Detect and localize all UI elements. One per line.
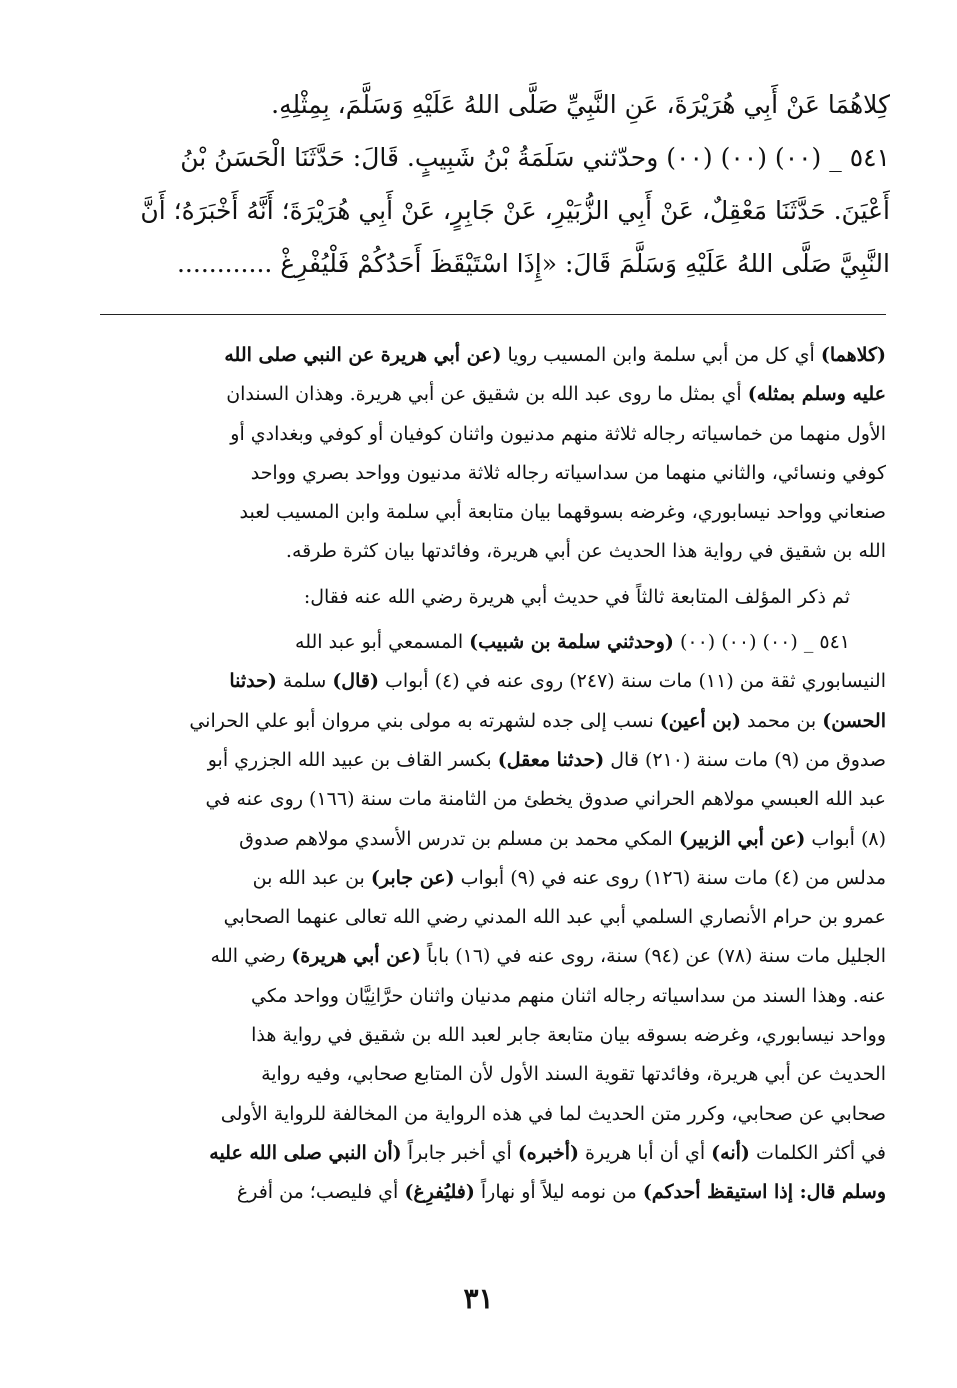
commentary-line [104,336,886,375]
hadith-text-block [100,78,890,290]
hadith-line: ٥٤١ _ (٠٠) (٠٠) (٠٠) وحدّثني سَلَمَةُ بْنُ شَبِيبٍ. قَالَ: حَدَّثَنَا الْحَسَنُ بْنُ [180,143,890,172]
text-span: أي بمثل ما روى عبد الله بن شقيق عن أبي هريرة. وهذان السندان [226,383,748,406]
text-span: رضي الله [210,945,292,968]
commentary-line [104,702,886,741]
bold-phrase: (وحدثني سلمة بن شبيب) [469,631,674,654]
bold-phrase: وسلم قال: إذا استيقظ أحدكم) [642,1181,886,1204]
commentary-line: عمرو بن حرام الأنصاري السلمي أبي عبد الله المدني رضي الله تعالى عنهما الصحابي [223,906,886,929]
text-span: الجليل مات سنة (٧٨) عن (٩٤) سنة، روى عنه في (١٦) باباً [420,945,886,968]
commentary-line [104,820,886,859]
text-span: نسب إلى جده لشهرته به مولى بني مروان أبو علي الحراني [189,709,660,732]
commentary-line [104,859,886,898]
footnote-divider [100,314,886,315]
bold-phrase: (فليُفرِغ) [404,1181,475,1204]
hadith-line: النَّبِيَّ صَلَّى اللهُ عَلَيْهِ وَسَلَّمَ قَالَ: «إِذَا اسْتَيْقَظَ أَحَدُكُمْ فَلْيُفْرِغْ ............ [176,249,890,278]
text-span: أي أخبر جابراً [401,1141,518,1164]
text-span: أي أن أبا هريرة [579,1141,712,1164]
commentary-line: ثم ذكر المؤلف المتابعة ثالثاً في حديث أبي هريرة رضي الله عنه فقال: [303,585,850,608]
text-span: من نومه ليلاً أو نهاراً [474,1181,643,1204]
commentary-line [104,1134,886,1173]
text-span: مدلس من (٤) مات سنة (١٢٦) روى عنه في (٩) أبواب [454,866,886,889]
commentary-line [104,375,886,414]
commentary-line: كوفي ونسائي، والثاني منهما من سداسياته رجاله ثلاثة مدنيون وواحد بصري وواحد [250,461,886,484]
bold-phrase: (كلاهما) [820,344,886,366]
text-span: أي فليصب؛ من أفرغ [236,1181,405,1204]
commentary-line [104,662,886,701]
text-span: (٨) أبواب [805,827,886,850]
bold-phrase: (عن أبي الزبير) [678,827,806,850]
text-span: النيسابوري ثقة من (١١) مات سنة (٢٤٧) روى عنه في (٤) أبواب [378,670,886,693]
text-span: بكسر القاف بن عبيد الله الجزري أبو [207,748,498,771]
commentary-block [104,336,886,1213]
text-span: بن محمد [740,709,823,732]
bold-phrase: (أخبره) [517,1141,579,1164]
bold-phrase: (قال) [332,670,379,693]
commentary-line: صنعاني وواحد نيسابوري، وغرضه بسوقهما بيان متابعة أبي سلمة وابن المسيب لعبد [239,501,886,524]
commentary-line: وواحد نيسابوري، وغرضه بسوقه بيان متابعة جابر لعبد الله بن شقيق في رواية هذا [251,1024,886,1047]
commentary-line [104,1173,886,1212]
text-span: سلمة [276,670,333,693]
bold-phrase: (بن أعين) [659,709,741,732]
page-number: ٣١ [463,1282,494,1315]
text-span: المسمعي أبو عبد الله [295,631,470,654]
commentary-line [104,741,886,780]
bold-phrase: (حدثنا معقل) [497,748,605,771]
bold-phrase: (حدثنا [229,670,277,693]
bold-phrase: عليه وسلم بمثله) [747,383,886,406]
commentary-line: عنه. وهذا السند من سداسياته رجاله اثنان منهم مدنيان واثنان حرَّانِيَّان وواحد مكي [251,984,886,1007]
bold-phrase: (أنه) [711,1141,750,1164]
commentary-line [104,623,886,662]
text-span: أي كل من أبي سلمة وابن المسيب رويا [501,344,821,366]
commentary-line: عبد الله العبسي مولاهم الحراني صدوق يخطئ من الثامنة مات سنة (١٦٦) روى عنه في [205,788,886,811]
bold-phrase: (عن أبي هريرة عن النبي صلى الله [224,344,502,366]
hadith-line: أَعْيَنَ. حَدَّثَنَا مَعْقِلٌ، عَنْ أَبِي الزُّبَيْرِ، عَنْ جَابِرٍ، عَنْ أَبِي هُرَيْرَةَ؛ أَنَّهُ أَخْبَرَهُ؛ أَنَّ [140,196,890,225]
commentary-line: الله بن شقيق في رواية هذا الحديث عن أبي هريرة، وفائدتها بيان كثرة طرقه. [285,540,886,563]
text-span: بن عبد الله بن [252,866,371,889]
text-span: المكي محمد بن مسلم بن تدرس الأسدي مولاهم صدوق [239,827,679,850]
commentary-line: صحابي عن صحابي، وكرر متن الحديث لما في هذه الرواية من المخالفة للرواية الأولى [220,1102,886,1125]
text-span: في أكثر الكلمات [749,1141,886,1164]
commentary-line: الأول منهما من خماسياته رجاله ثلاثة منهم مدنيون واثنان كوفيان أو كوفي وبغدادي أو [230,422,886,445]
commentary-line: الحديث عن أبي هريرة، وفائدتها تقوية السند الأول لأن المتابع صحابي، وفيه رواية [261,1063,886,1086]
bold-phrase: (عن جابر) [370,866,455,889]
text-span: ٥٤١ _ (٠٠) (٠٠) (٠٠) [673,631,850,654]
text-span: صدوق من (٩) مات سنة (٢١٠) قال [604,748,886,771]
hadith-line: كِلاهُمَا عَنْ أَبِي هُرَيْرَةَ، عَنِ النَّبِيِّ صَلَّى اللهُ عَلَيْهِ وَسَلَّمَ، بِمِثْلِهِ. [271,90,890,119]
commentary-line [104,937,886,976]
bold-phrase: (أن النبي صلى الله عليه [209,1141,402,1164]
bold-phrase: الحسن) [822,709,886,732]
bold-phrase: (عن أبي هريرة) [291,945,421,968]
